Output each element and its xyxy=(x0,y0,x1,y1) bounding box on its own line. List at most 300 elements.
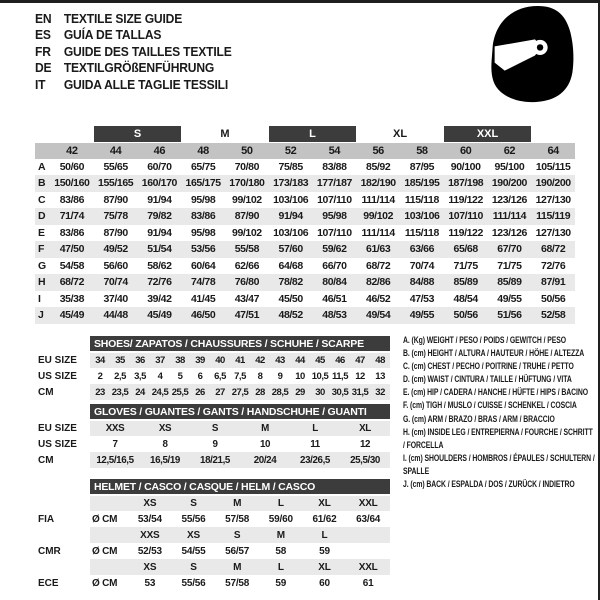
value-cell: 53/54 xyxy=(137,513,162,525)
value-cell: 75/85 xyxy=(278,160,303,173)
value-cell: 68/72 xyxy=(50,274,94,291)
value-cell: 83/88 xyxy=(322,160,347,173)
value-cell: 47/50 xyxy=(50,241,94,258)
legend-item-j: J. (cm) BACK / ESPALDA / DOS / ZURÜCK / INDIETRO xyxy=(403,479,575,490)
value-cell: 34 xyxy=(90,352,110,368)
value-cell: 28,5 xyxy=(270,384,290,400)
value-cell: 3,5 xyxy=(134,370,146,382)
value-cell: 46/50 xyxy=(181,307,225,324)
value-cell: 95/98 xyxy=(190,226,216,239)
value-cell: 11 xyxy=(310,438,320,450)
value-cell: 71/74 xyxy=(50,208,94,225)
value-cell: 119/122 xyxy=(448,193,483,206)
legend-item-i: I. (cm) SHOULDERS / HOMBROS / ÉPAULES / SCHULTERN / SPALLE xyxy=(403,452,595,476)
value-cell: 45/49 xyxy=(138,307,182,324)
value-cell: 47/53 xyxy=(409,292,435,305)
size-label: 46 xyxy=(138,142,182,159)
value-cell: 45/50 xyxy=(278,292,303,305)
value-cell: 170/180 xyxy=(225,175,269,192)
value-cell: 182/190 xyxy=(356,175,400,192)
value-cell: 82/86 xyxy=(356,274,400,291)
size-label: M xyxy=(259,527,303,543)
value-cell: 78/82 xyxy=(269,274,313,291)
legend-item-c: C. (cm) CHEST / PECHO / POITRINE / TRUHE / PETTO xyxy=(403,361,574,372)
legend-item-f: F. (cm) TIGH / MUSLO / CUISSE / SCHENKEL / COSCIA xyxy=(403,400,577,411)
gloves-table-header-row xyxy=(35,404,390,420)
value-cell: 47 xyxy=(350,352,370,368)
value-cell: 2,5 xyxy=(114,370,126,382)
value-cell: XL xyxy=(340,420,390,436)
value-cell: 39/42 xyxy=(147,292,172,305)
value-cell: 5 xyxy=(177,370,183,382)
value-cell: 10 xyxy=(295,370,305,382)
value-cell: 173/183 xyxy=(269,175,313,192)
size-label: XS xyxy=(128,559,172,575)
value-cell: 99/102 xyxy=(232,226,262,239)
row-label: US SIZE xyxy=(35,436,90,452)
value-cell: 51/54 xyxy=(138,241,182,258)
value-cell: 58/62 xyxy=(147,259,172,272)
value-cell: 62/66 xyxy=(234,259,260,272)
size-label: XXL xyxy=(346,559,390,575)
value-cell: 30,5 xyxy=(330,384,350,400)
gloves-row-cm xyxy=(35,452,390,468)
size-group-header-row xyxy=(35,126,575,142)
value-cell: 49/55 xyxy=(497,292,522,305)
value-cell: 127/130 xyxy=(535,193,571,206)
value-cell: 58 xyxy=(275,545,287,557)
value-cell: 41/45 xyxy=(190,292,216,305)
value-cell: 60/64 xyxy=(190,259,216,272)
value-cell: 47/51 xyxy=(225,307,269,324)
value-cell: 61/63 xyxy=(356,241,400,258)
language-row-es xyxy=(35,27,232,43)
value-cell: 72/76 xyxy=(541,259,566,272)
size-label: L xyxy=(259,559,303,575)
value-cell: 59 xyxy=(275,577,287,589)
standard-label: CMR xyxy=(35,543,90,559)
helmet-values-row-ece xyxy=(35,575,390,591)
value-cell: 87/95 xyxy=(409,160,435,173)
value-cell: 10 xyxy=(259,438,271,450)
value-cell: 12 xyxy=(359,438,371,450)
value-cell: 23/26,5 xyxy=(290,452,340,468)
size-label: 44 xyxy=(94,142,138,159)
spacer-cell xyxy=(35,336,90,352)
value-cell: 99/102 xyxy=(232,193,262,206)
spacer-cell xyxy=(35,479,90,495)
measurement-legend xyxy=(403,334,595,491)
value-cell: 165/175 xyxy=(181,175,225,192)
value-cell: 103/106 xyxy=(273,193,309,206)
value-cell: 60 xyxy=(319,577,330,589)
language-code: DE xyxy=(35,60,52,76)
size-label: XS xyxy=(128,495,172,511)
value-cell: 72/76 xyxy=(138,274,182,291)
value-cell: 7,5 xyxy=(234,370,246,382)
language-row-de xyxy=(35,60,232,76)
size-label: M xyxy=(215,559,259,575)
value-cell: 44/48 xyxy=(94,307,138,324)
language-row-fr xyxy=(35,44,232,60)
size-label: 48 xyxy=(181,142,225,159)
row-label: US SIZE xyxy=(35,368,90,384)
gloves-row-eu-size xyxy=(35,420,390,436)
value-cell: 39 xyxy=(190,352,210,368)
value-cell: 107/110 xyxy=(317,193,352,206)
size-label: 42 xyxy=(50,142,94,159)
value-cell: 30 xyxy=(310,384,330,400)
standard-label: ECE xyxy=(35,575,90,591)
language-code: EN xyxy=(35,11,52,26)
value-cell: 84/88 xyxy=(400,274,444,291)
helmet-sizes-row-cmr xyxy=(35,527,390,543)
value-cell: 83/86 xyxy=(59,226,85,239)
value-cell: 49/52 xyxy=(94,241,138,258)
value-cell: 36 xyxy=(130,352,150,368)
value-cell: XS xyxy=(140,420,190,436)
value-cell: 60/70 xyxy=(147,160,172,173)
value-cell: 48/54 xyxy=(453,292,478,305)
value-cell: 49/55 xyxy=(400,307,444,324)
value-cell: 83/86 xyxy=(59,193,85,206)
spacer-cell xyxy=(531,126,575,142)
row-label: EU SIZE xyxy=(35,352,90,368)
size-label: XS xyxy=(172,527,216,543)
spacer-cell xyxy=(35,126,50,142)
value-cell: 70/74 xyxy=(409,259,435,272)
size-group-l: L xyxy=(269,126,357,142)
value-cell: 57/58 xyxy=(225,577,250,589)
language-code: ES xyxy=(35,27,51,43)
gloves-row-us-size xyxy=(35,436,390,452)
size-label: 52 xyxy=(269,142,313,159)
value-cell: 115/118 xyxy=(404,226,439,239)
language-row-it xyxy=(35,77,232,93)
value-cell: 115/118 xyxy=(404,193,439,206)
value-cell: 115/119 xyxy=(531,208,575,225)
value-cell: 51/56 xyxy=(488,307,532,324)
size-group-xl: XL xyxy=(356,126,444,142)
value-cell: 24 xyxy=(130,384,150,400)
value-cell: 55/56 xyxy=(181,513,206,525)
value-cell: 187/198 xyxy=(444,175,488,192)
size-label: 58 xyxy=(400,142,444,159)
value-cell: 55/56 xyxy=(181,577,206,589)
value-cell: 48 xyxy=(370,352,390,368)
value-cell: 87/90 xyxy=(103,226,128,239)
language-code: FR xyxy=(35,43,51,59)
value-cell: 63/66 xyxy=(400,241,444,258)
spacer-cell xyxy=(35,142,50,159)
value-cell: 40 xyxy=(210,352,230,368)
shoes-row-us-size xyxy=(35,368,390,384)
value-cell: 190/200 xyxy=(488,175,532,192)
value-cell: L xyxy=(290,420,340,436)
helmet-table-header-row xyxy=(35,479,390,495)
value-cell: 127/130 xyxy=(535,226,571,239)
language-row-en xyxy=(35,11,232,27)
value-cell: 59 xyxy=(319,545,330,557)
value-cell: 67/70 xyxy=(488,241,532,258)
value-cell: 123/126 xyxy=(491,226,527,239)
value-cell: 177/187 xyxy=(313,175,357,192)
row-label: G xyxy=(38,259,47,272)
value-cell: 6 xyxy=(197,370,203,382)
textile-row-h xyxy=(35,274,575,291)
value-cell: 190/200 xyxy=(531,175,575,192)
spacer-cell xyxy=(35,527,90,543)
value-cell: 53 xyxy=(144,577,156,589)
language-title-list xyxy=(35,11,232,93)
value-cell: 65/68 xyxy=(444,241,488,258)
size-group-s: S xyxy=(94,126,182,142)
shoes-row-eu-size xyxy=(35,352,390,368)
value-cell: 42 xyxy=(250,352,270,368)
size-group-m: M xyxy=(181,126,269,142)
unit-label: Ø CM xyxy=(92,513,118,525)
size-label: 50 xyxy=(225,142,269,159)
size-label: S xyxy=(172,559,216,575)
row-label: E xyxy=(38,226,46,239)
gloves-table-title: GLOVES / GUANTES / GANTS / HANDSCHUHE / GUANTI xyxy=(90,404,390,420)
value-cell: 23 xyxy=(90,384,110,400)
value-cell: 61 xyxy=(362,577,374,589)
row-label: J xyxy=(35,307,50,324)
language-title: GUIDE DES TAILLES TEXTILE xyxy=(63,43,232,59)
value-cell: 70/74 xyxy=(94,274,138,291)
value-cell: 8 xyxy=(257,370,263,382)
language-title: GUIDA ALLE TAGLIE TESSILI xyxy=(63,76,229,92)
value-cell: 56/60 xyxy=(103,259,128,272)
shoes-size-table xyxy=(35,336,390,400)
helmet-size-table xyxy=(35,479,390,591)
size-label: 56 xyxy=(356,142,400,159)
value-cell: 27 xyxy=(210,384,230,400)
size-label: 54 xyxy=(313,142,357,159)
size-label: 62 xyxy=(488,142,532,159)
value-cell: 119/122 xyxy=(448,226,483,239)
row-label: CM xyxy=(35,452,90,468)
size-label: 60 xyxy=(444,142,488,159)
value-cell: 103/106 xyxy=(273,226,309,239)
value-cell: 103/106 xyxy=(400,208,444,225)
value-cell: 50/60 xyxy=(59,160,85,173)
row-label: D xyxy=(35,208,50,225)
shoes-table-header-row xyxy=(35,336,390,352)
value-cell: 91/94 xyxy=(147,226,172,239)
size-label: M xyxy=(215,495,259,511)
textile-row-f xyxy=(35,241,575,258)
value-cell: 76/80 xyxy=(225,274,269,291)
value-cell: 87/90 xyxy=(103,193,128,206)
spacer-cell xyxy=(90,527,128,543)
value-cell: 91/94 xyxy=(147,193,172,206)
value-cell: 23,5 xyxy=(110,384,130,400)
spacer-cell xyxy=(90,495,128,511)
legend-item-a: A. (Kg) WEIGHT / PESO / POIDS / GEWITCH / PESO xyxy=(403,335,567,345)
racing-helmet-icon xyxy=(477,2,589,108)
value-cell: 46/52 xyxy=(366,292,391,305)
textile-row-e xyxy=(35,225,575,242)
row-label: B xyxy=(35,175,50,192)
value-cell: 27,5 xyxy=(230,384,250,400)
value-cell: 46/51 xyxy=(322,292,347,305)
legend-item-g: G. (cm) ARM / BRAZO / BRAS / ARM / BRACCIO xyxy=(403,413,555,424)
value-cell: 12,5/16,5 xyxy=(90,452,140,468)
value-cell: 85/89 xyxy=(444,274,488,291)
value-cell: 107/110 xyxy=(317,226,352,239)
value-cell: 54/58 xyxy=(59,259,85,272)
spacer-cell xyxy=(35,404,90,420)
value-cell: 54/55 xyxy=(181,545,206,557)
textile-row-i xyxy=(35,291,575,308)
size-label xyxy=(346,527,390,543)
textile-row-c xyxy=(35,192,575,209)
value-cell: 49/54 xyxy=(356,307,400,324)
size-label: S xyxy=(172,495,216,511)
value-cell: 83/86 xyxy=(181,208,225,225)
spacer-cell xyxy=(35,495,90,511)
value-cell: 95/100 xyxy=(494,160,525,173)
spacer-cell xyxy=(35,559,90,575)
size-label: XL xyxy=(303,495,347,511)
row-label: EU SIZE xyxy=(35,420,90,436)
textile-row-a xyxy=(35,159,575,176)
value-cell: 9 xyxy=(277,370,283,382)
value-cell: 160/170 xyxy=(138,175,182,192)
value-cell: 71/75 xyxy=(453,259,478,272)
value-cell: 57/60 xyxy=(269,241,313,258)
shoes-table-title: SHOES/ ZAPATOS / CHAUSSURES / SCHUHE / SCARPE xyxy=(90,336,390,352)
legend-item-d: D. (cm) WAIST / CINTURA / TAILLE / HÜFTUNG / VITA xyxy=(403,374,572,385)
value-cell: 91/94 xyxy=(269,208,313,225)
value-cell: 68/72 xyxy=(366,259,391,272)
value-cell: 28 xyxy=(250,384,270,400)
value-cell: 2 xyxy=(97,370,103,382)
value-cell: 7 xyxy=(112,438,118,450)
value-cell: 25,5 xyxy=(170,384,190,400)
size-label: S xyxy=(215,527,259,543)
value-cell: 79/82 xyxy=(138,208,182,225)
row-label: C xyxy=(38,193,46,206)
spacer-cell xyxy=(90,559,128,575)
helmet-sizes-row-ece xyxy=(35,559,390,575)
value-cell: 111/114 xyxy=(361,193,395,206)
value-cell: 90/100 xyxy=(450,160,481,173)
value-cell: S xyxy=(190,420,240,436)
value-cell: 11,5 xyxy=(332,370,348,382)
value-cell: 64/68 xyxy=(278,259,303,272)
value-cell: 53/56 xyxy=(181,241,225,258)
helmet-sizes-row-fia xyxy=(35,495,390,511)
value-cell: 43/47 xyxy=(234,292,260,305)
gloves-size-table xyxy=(35,404,390,468)
value-cell: 4 xyxy=(157,370,163,382)
value-cell: 71/75 xyxy=(497,259,522,272)
value-cell: 46 xyxy=(330,352,350,368)
value-cell: 29 xyxy=(290,384,310,400)
row-label: A xyxy=(38,160,46,173)
value-cell: 155/165 xyxy=(94,175,138,192)
value-cell: 55/58 xyxy=(225,241,269,258)
value-cell: 75/78 xyxy=(94,208,138,225)
size-label: L xyxy=(303,527,347,543)
value-cell: 61/62 xyxy=(312,513,337,525)
helmet-values-row-cmr xyxy=(35,543,390,559)
textile-row-j xyxy=(35,307,575,324)
value-cell: 105/115 xyxy=(535,160,571,173)
value-cell: 87/90 xyxy=(225,208,269,225)
value-cell: 70/80 xyxy=(234,160,260,173)
value-cell: 26 xyxy=(190,384,210,400)
value-cell: 31,5 xyxy=(350,384,370,400)
size-label: XXL xyxy=(346,495,390,511)
value-cell: 20/24 xyxy=(240,452,290,468)
value-cell: 48/52 xyxy=(269,307,313,324)
language-code: IT xyxy=(35,76,46,92)
value-cell: XXS xyxy=(90,420,140,436)
value-cell: 59/60 xyxy=(268,513,293,525)
value-cell: 50/56 xyxy=(541,292,566,305)
value-cell: 8 xyxy=(162,438,168,450)
value-cell: 52/58 xyxy=(531,307,575,324)
spacer-cell xyxy=(50,126,94,142)
language-title: TEXTILGRÖßENFÜHRUNG xyxy=(63,60,215,76)
value-cell: M xyxy=(240,420,290,436)
value-cell: 24,5 xyxy=(150,384,170,400)
value-cell: 44 xyxy=(290,352,310,368)
row-label: H xyxy=(35,274,50,291)
legend-item-b: B. (cm) HEIGHT / ALTURA / HAUTEUR / HÖHE / ALTEZZA xyxy=(403,348,585,359)
value-cell: 87/91 xyxy=(531,274,575,291)
row-label: I xyxy=(38,292,41,305)
value-cell: 56/57 xyxy=(225,545,250,557)
value-cell: 111/114 xyxy=(488,208,532,225)
standard-label: FIA xyxy=(35,511,90,527)
textile-size-table xyxy=(35,126,575,324)
value-cell: 41 xyxy=(230,352,250,368)
size-label: L xyxy=(259,495,303,511)
value-cell: 66/70 xyxy=(322,259,347,272)
value-cell: 48/53 xyxy=(313,307,357,324)
value-cell: 35/38 xyxy=(59,292,85,305)
value-cell: 55/65 xyxy=(103,160,128,173)
value-cell: 37 xyxy=(150,352,170,368)
value-cell: 185/195 xyxy=(400,175,444,192)
value-cell: 107/110 xyxy=(444,208,488,225)
helmet-table-title: HELMET / CASCO / CASQUE / HELM / CASCO xyxy=(90,479,390,495)
value-cell: 13 xyxy=(375,370,385,382)
value-cell: 12 xyxy=(355,370,365,382)
language-title: GUÍA DE TALLAS xyxy=(63,27,162,43)
value-cell: 52/53 xyxy=(137,545,162,557)
size-label: XXS xyxy=(128,527,172,543)
value-cell: 45/49 xyxy=(50,307,94,324)
legend-item-e: E. (cm) HIP / CADERA / HANCHE / HÜFTE / HIPS / BACINO xyxy=(403,387,588,398)
textile-row-d xyxy=(35,208,575,225)
language-title: TEXTILE SIZE GUIDE xyxy=(63,11,183,26)
value-cell: 43 xyxy=(270,352,290,368)
value-cell xyxy=(346,543,390,559)
size-group-xxl: XXL xyxy=(444,126,532,142)
value-cell: 9 xyxy=(212,438,218,450)
value-cell: 95/98 xyxy=(313,208,357,225)
value-cell: 150/160 xyxy=(50,175,94,192)
value-cell: 123/126 xyxy=(491,193,527,206)
value-cell: 99/102 xyxy=(356,208,400,225)
value-cell: 45 xyxy=(310,352,330,368)
